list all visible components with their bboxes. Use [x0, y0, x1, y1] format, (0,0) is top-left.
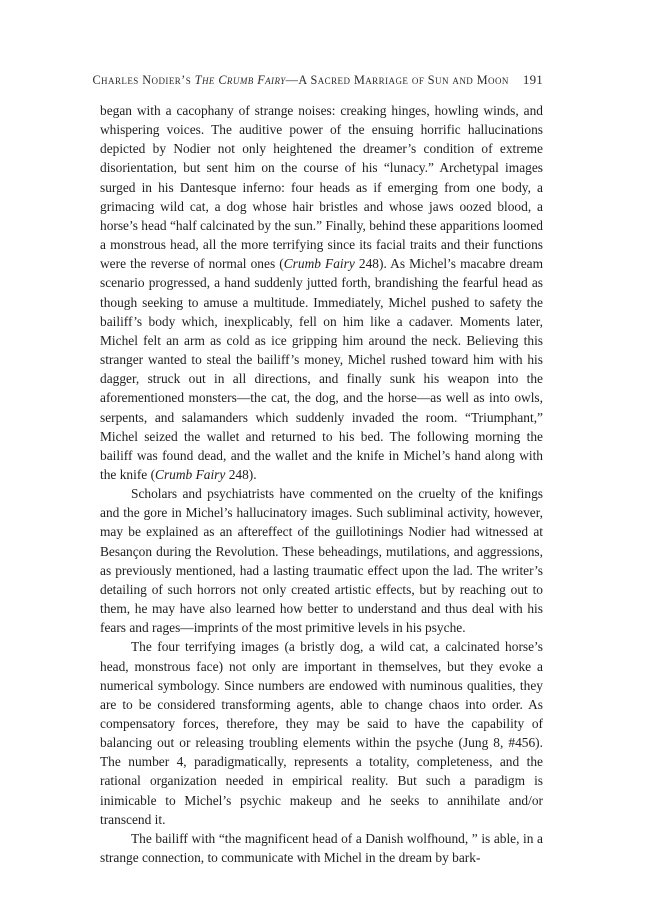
running-head [92, 72, 543, 88]
paragraph [100, 101, 543, 484]
running-head-author: Charles Nodier’s [92, 73, 195, 87]
page-number: 191 [522, 72, 543, 87]
running-head-work-title: The Crumb Fairy [194, 73, 286, 87]
italic-citation-text: Crumb Fairy [283, 256, 355, 272]
italic-citation-text: Crumb Fairy [155, 466, 226, 482]
paragraph-text: The four terrifying images (a bristly dog, a wild cat, a calcinated horse’s head, monstrous face) not only are important in themselves, but they evoke a numerical symbology. Since numbers are endowed with numinous qualities, they are to be considered transforming agents, able to change chaos into order. As compensatory forces, therefore, they may be said to have the capability of balancing out or releasing troubling elements within the psyche (Jung 8, #456). The number 4, paradigmatically, represents a totality, completeness, and the rational organization needed in empirical reality. But such a paradigm is inimicable to Michel’s psychic makeup and he seeks to annihilate and/or transcend it. [100, 639, 543, 827]
paragraph-text: The bailiff with “the magnificent head of a Danish wolfhound, ” is able, in a strange connection, to communicate with Michel in the dream by bark- [100, 830, 543, 866]
paragraph-text: Scholars and psychiatrists have commented on the cruelty of the knifings and the gore in Michel’s hallucinatory images. Such subliminal activity, however, may be explained as an aftereffect of the guillotinings Nodier had witnessed at Besançon during the Revolution. These beheadings, mutilations, and aggressions, as previously mentioned, had a lasting traumatic effect upon the lad. The writer’s detailing of such horrors not only created artistic effects, but by reaching out to them, he may have also learned how better to understand and thus deal with his fears and rages—imprints of the most primitive levels in his psyche. [100, 486, 543, 636]
paragraph-text: began with a cacophany of strange noises: creaking hinges, howling winds, and whispering voices. The auditive power of the ensuing horrific hallucinations depicted by Nodier not only heightened the dreamer’s condition of extreme disorientation, but sent him on the course of his “lunacy.” Archetypal images surged in his Dantesque inferno: four heads as if emerging from one body, a grimacing wild cat, a dog whose hair bristles and whose jaws oozed blood, a horse’s head “half calcinated by the sun.” Finally, behind these apparitions loomed a monstrous head, all the more terrifying since its facial traits and their functions were the reverse of normal ones ( [100, 103, 543, 272]
running-head-title [92, 73, 508, 88]
running-head-subtitle: —A Sacred Marriage of Sun and Moon [285, 73, 509, 87]
paragraph-text: 248). As Michel’s macabre dream scenario progressed, a hand suddenly jutted forth, brandishing the fearful head as though seeking to amuse a multitude. Immediately, Michel pushed to safety the bailiff’s body which, inexplicably, fell on him like a cadaver. Moments later, Michel felt an arm as cold as ice gripping him around the neck. Believing this stranger wanted to steal the bailiff’s money, Michel rushed toward him with his dagger, struck out in all directions, and finally sunk his weapon into the aforementioned monsters—the cat, the dog, and the horse—as well as into owls, serpents, and salamanders which suddenly invaded the room. “Triumphant,” Michel seized the wallet and returned to his bed. The following morning the bailiff was found dead, and the wallet and the knife in Michel’s hand along with the knife ( [100, 256, 543, 482]
body-text [100, 101, 543, 867]
paragraph [100, 484, 543, 637]
paragraph [100, 637, 543, 829]
paragraph [100, 829, 543, 867]
paragraph-text: 248). [225, 466, 257, 482]
